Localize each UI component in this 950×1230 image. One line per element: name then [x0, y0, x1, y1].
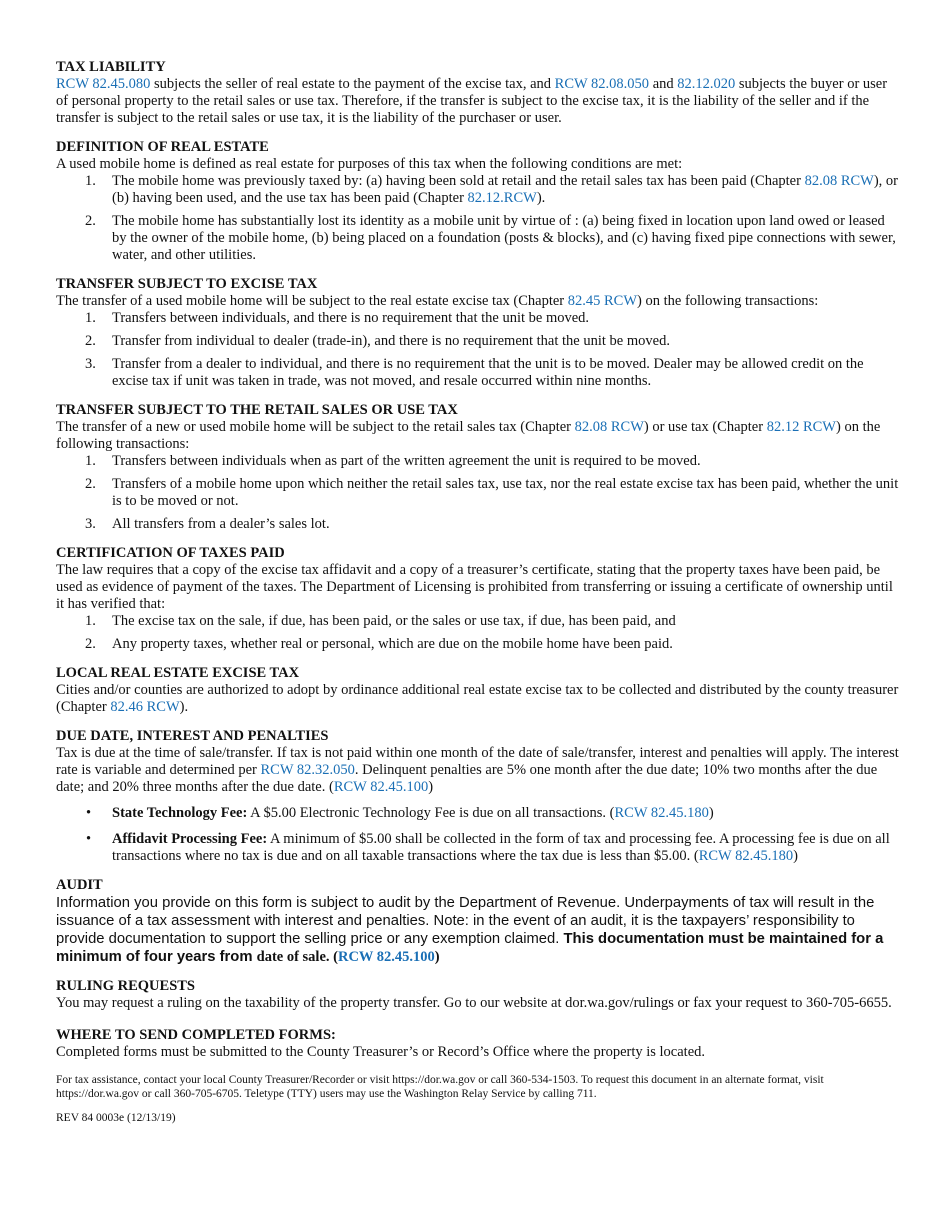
rcw-82-45-080-link[interactable]: RCW 82.45.080: [56, 76, 151, 92]
list-text: Any property taxes, whether real or personal, which are due on the mobile home have been paid.: [112, 636, 673, 652]
list-text: Transfers of a mobile home upon which neither the retail sales tax, use tax, nor the real estate excise tax has been paid, whether the unit is to be moved or not.: [112, 476, 899, 509]
tax-liability-text-part: subjects the seller of real estate to the payment of the excise tax, and: [150, 76, 555, 92]
definition-intro: A used mobile home is defined as real estate for purposes of this tax when the following conditions are met:: [56, 156, 683, 172]
retail-intro-text: The transfer of a new or used mobile home will be subject to the retail sales tax (Chapter: [56, 419, 575, 435]
tax-liability-text: [56, 76, 902, 127]
retail-heading: TRANSFER SUBJECT TO THE RETAIL SALES OR USE TAX: [56, 402, 458, 418]
tax-liability-section: [56, 58, 902, 127]
local-section: [56, 664, 902, 716]
due-heading: DUE DATE, INTEREST AND PENALTIES: [56, 728, 329, 744]
chapter-82-12-link[interactable]: 82.12.RCW: [467, 190, 537, 206]
list-text: ): [708, 805, 714, 821]
tax-liability-text-part: subjects the buyer or user of personal property to the retail sales or use tax. Therefore, if the transfer is subject to the excise tax, it is the liability of the seller and if the transfer is subject to the retail sales or use tax, it is the liability of the purchaser or user.: [56, 76, 888, 126]
list-number: 1.: [85, 613, 96, 629]
list-item: [56, 333, 902, 350]
list-text: The mobile home has substantially lost its identity as a mobile unit by virtue of : (a) being fixed in location upon land owed or leased by the owner of the mobile home, (b) being placed on a foundation (posts & blocks), and (c) having fixed pipe connections with sewer, water, and other utilities.: [112, 213, 896, 263]
list-number: 2.: [85, 333, 96, 349]
list-number: 1.: [85, 310, 96, 326]
list-item: [56, 356, 902, 390]
excise-section: [56, 275, 902, 390]
fee-label: Affidavit Processing Fee:: [112, 831, 268, 847]
excise-intro-text: The transfer of a used mobile home will be subject to the real estate excise tax (Chapter: [56, 293, 568, 309]
certification-heading: CERTIFICATION OF TAXES PAID: [56, 545, 285, 561]
list-text: Transfer from individual to dealer (trade-in), and there is no requirement that the unit be moved.: [112, 333, 670, 349]
rcw-82-32-050-link[interactable]: RCW 82.32.050: [260, 762, 355, 778]
list-number: 3.: [85, 356, 96, 372]
bullet-icon: •: [86, 805, 92, 821]
rcw-82-45-180-link[interactable]: RCW 82.45.180: [614, 805, 709, 821]
list-text: Transfer from a dealer to individual, and there is no requirement that the unit is to be moved. Dealer may be allowed credit on the excise tax if unit was taken in trade, was not moved, and resale occurred within nine months.: [112, 356, 864, 389]
certification-list: [56, 613, 902, 653]
list-item: [56, 636, 902, 653]
audit-bold-text: date of sale. (: [256, 949, 338, 965]
excise-heading: TRANSFER SUBJECT TO EXCISE TAX: [56, 276, 318, 292]
chapter-82-45-link[interactable]: 82.45 RCW: [567, 293, 638, 309]
rcw-82-45-180-link[interactable]: RCW 82.45.180: [698, 848, 794, 864]
retail-intro-text: ) or use tax (Chapter: [643, 419, 767, 435]
send-text: Completed forms must be submitted to the County Treasurer’s or Record’s Office where the property is located.: [56, 1044, 706, 1060]
list-item: [56, 213, 902, 264]
list-number: 1.: [85, 173, 96, 189]
local-text-part: ).: [179, 699, 189, 715]
local-text-part: Cities and/or counties are authorized to adopt by ordinance additional real estate excise tax to be collected and distributed by the county treasurer (Chapter: [56, 682, 899, 715]
list-text: The mobile home was previously taxed by: (a) having been sold at retail and the retail sales tax has been paid (Chapter: [112, 173, 805, 189]
definition-heading: DEFINITION OF REAL ESTATE: [56, 139, 269, 155]
list-item: [56, 476, 902, 510]
chapter-82-12-rcw-link[interactable]: 82.12 RCW: [766, 419, 836, 435]
retail-intro: [56, 419, 902, 453]
audit-text-part: Information you provide on this form is subject to audit by the Department of Revenue. Underpayments of tax will result in the issuance of a tax assessment with interest and penalties. Note: in the event of an audit, it is the taxpayers’ responsibility to provide documentation to support the selling price or any exemption claimed.: [56, 895, 875, 947]
list-item: [56, 805, 902, 822]
list-text: Transfers between individuals, and there is no requirement that the unit be moved.: [112, 310, 590, 326]
certification-intro: The law requires that a copy of the excise tax affidavit and a copy of a treasurer’s certificate, stating that the property taxes have been paid, be used as evidence of payment of the taxes. The Department of Licensing is prohibited from transferring or issuing a certificate of ownership until it has verified that:: [56, 562, 893, 612]
list-number: 1.: [85, 453, 96, 469]
bullet-icon: •: [86, 831, 92, 847]
excise-list: [56, 310, 902, 390]
list-text: Transfers between individuals when as part of the written agreement the unit is required to be moved.: [112, 453, 701, 469]
ruling-text: You may request a ruling on the taxability of the property transfer. Go to our website at dor.wa.gov/rulings or fax your request to 360-705-6655.: [56, 995, 892, 1011]
audit-bold-text: ): [434, 949, 440, 965]
list-text: ), or (b) having been used, and the use tax has been paid (Chapter: [112, 173, 899, 206]
send-section: [56, 1026, 902, 1061]
chapter-82-08-link[interactable]: 82.08 RCW: [804, 173, 874, 189]
list-text: A $5.00 Electronic Technology Fee is due on all transactions. (: [247, 805, 615, 821]
audit-heading: AUDIT: [56, 877, 103, 893]
list-number: 2.: [85, 636, 96, 652]
definition-list: [56, 173, 902, 264]
list-item: [56, 173, 902, 207]
due-text-part: . Delinquent penalties are 5% one month after the due date; 10% two months after the due date; and 20% three months after the due date. (: [56, 762, 878, 795]
tax-liability-text-part: and: [649, 76, 678, 92]
retail-intro-text: ) on the following transactions:: [56, 419, 881, 452]
ruling-section: [56, 977, 902, 1012]
tax-liability-heading: TAX LIABILITY: [56, 59, 166, 75]
list-item: [56, 831, 902, 865]
ruling-heading: RULING REQUESTS: [56, 978, 195, 994]
list-text: ): [793, 848, 798, 864]
audit-bold-text: This documentation must be maintained for a minimum of four years from: [56, 931, 884, 965]
list-text: ).: [536, 190, 546, 206]
list-text: A minimum of $5.00 shall be collected in the form of tax and processing fee. A processing fee is due on all transactions where no tax is due and on all taxable transactions where the tax due is less than $5.00. (: [112, 831, 890, 864]
retail-section: [56, 401, 902, 533]
excise-intro-text: ) on the following transactions:: [637, 293, 819, 309]
due-text-part: Tax is due at the time of sale/transfer. If tax is not paid within one month of the date of sale/transfer, interest and penalties will apply. The interest rate is variable and determined per: [56, 745, 899, 778]
list-number: 3.: [85, 516, 96, 532]
list-item: [56, 453, 902, 470]
list-text: All transfers from a dealer’s sales lot.: [112, 516, 330, 532]
due-section: [56, 727, 902, 865]
rcw-82-12-020-link[interactable]: 82.12.020: [677, 76, 736, 92]
rcw-82-08-050-link[interactable]: RCW 82.08.050: [554, 76, 650, 92]
chapter-82-08-rcw-link[interactable]: 82.08 RCW: [574, 419, 644, 435]
send-heading: WHERE TO SEND COMPLETED FORMS:: [56, 1027, 336, 1043]
list-item: [56, 516, 902, 533]
due-text: [56, 745, 902, 796]
excise-intro: [56, 293, 902, 310]
rcw-82-45-100-link[interactable]: RCW 82.45.100: [333, 779, 429, 795]
fee-label: State Technology Fee:: [112, 805, 248, 821]
retail-list: [56, 453, 902, 533]
due-text-part: ): [428, 779, 434, 795]
audit-text: [56, 894, 902, 966]
list-number: 2.: [85, 213, 96, 229]
local-heading: LOCAL REAL ESTATE EXCISE TAX: [56, 665, 300, 681]
fee-list: [56, 805, 902, 865]
footer-note: For tax assistance, contact your local County Treasurer/Recorder or visit https://dor.wa.gov or call 360-534-1503. To request this document in an alternate format, visit https://dor.wa.gov or call 360-705-6705. Teletype (TTY) users may use the Washington Relay Service by calling 711.: [56, 1074, 824, 1100]
certification-section: [56, 544, 902, 653]
definition-section: [56, 138, 902, 264]
form-number: REV 84 0003e (12/13/19): [56, 1112, 176, 1124]
rcw-82-45-100-audit-link[interactable]: RCW 82.45.100: [337, 949, 435, 965]
chapter-82-46-link[interactable]: 82.46 RCW: [110, 699, 180, 715]
list-text: The excise tax on the sale, if due, has been paid, or the sales or use tax, if due, has been paid, and: [112, 613, 676, 629]
list-item: [56, 310, 902, 327]
audit-section: [56, 876, 902, 966]
list-item: [56, 613, 902, 630]
list-number: 2.: [85, 476, 96, 492]
local-text: [56, 682, 902, 716]
